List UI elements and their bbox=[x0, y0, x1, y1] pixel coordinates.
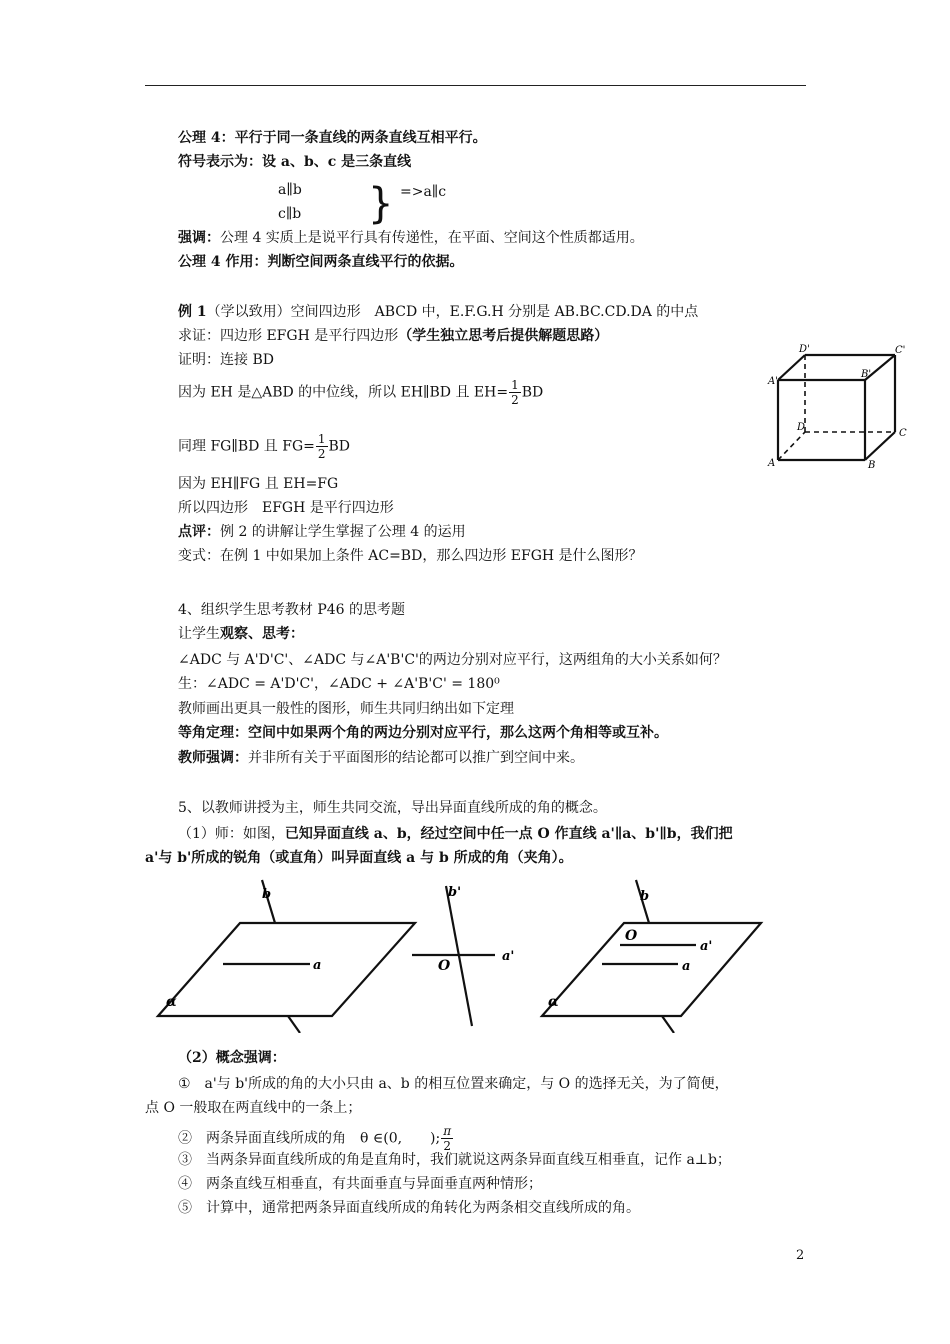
def-pre: （1）师：如图， bbox=[178, 826, 285, 842]
example1-intro-text: （学以致用）空间四边形 ABCD 中，E.F.G.H 分别是 AB.BC.CD.DA 的中点 bbox=[206, 304, 699, 320]
section4-prompt bbox=[178, 624, 304, 644]
cube-label-d: D bbox=[797, 422, 806, 433]
cube-label-a: A bbox=[768, 458, 776, 469]
fraction-half-2 bbox=[316, 432, 328, 461]
emphasis-text: 公理 4 实质上是说平行具有传递性，在平面、空间这个性质都适用。 bbox=[220, 230, 644, 246]
cube-label-b-top: B' bbox=[861, 369, 872, 380]
alpha-right: α bbox=[548, 994, 559, 1010]
comment-text: 例 2 的讲解让学生掌握了公理 4 的运用 bbox=[220, 524, 466, 540]
proof-step1: 证明：连接 BD bbox=[178, 352, 274, 368]
frac-den: 2 bbox=[511, 393, 519, 407]
concept-item1a: ① a'与 b'所成的角的大小只由 a、b 的相互位置来确定，与 O 的选择无关，为了简便， bbox=[178, 1076, 729, 1092]
comment-label: 点评： bbox=[178, 524, 220, 540]
axiom4-cond2: c∥b bbox=[278, 206, 302, 222]
label-o-right: O bbox=[625, 928, 638, 944]
cube-label-a-top: A' bbox=[768, 376, 778, 387]
example1-prove bbox=[178, 326, 608, 346]
use-label: 公理 4 作用： bbox=[178, 254, 268, 270]
label-a-prime-mid: a' bbox=[502, 949, 515, 964]
stress-text: 并非所有关于平面图形的结论都可以推广到空间中来。 bbox=[248, 750, 584, 766]
label-b-left: b bbox=[262, 887, 272, 902]
concept-item5: ⑤ 计算中，通常把两条异面直线所成的角转化为两条相交直线所成的角。 bbox=[178, 1200, 640, 1216]
def-bold1: 已知异面直线 a、b，经过空间中任一点 O 作直线 a'∥a、b'∥b，我们把 bbox=[284, 826, 733, 842]
axiom4-emphasis bbox=[178, 228, 644, 248]
header-rule bbox=[145, 85, 806, 86]
cube-label-c: C bbox=[899, 428, 907, 439]
plane-right bbox=[542, 923, 761, 1016]
cube-label-c-top: C' bbox=[895, 345, 906, 356]
equal-angle-theorem bbox=[178, 723, 668, 743]
axiom4-symbol-intro: 符号表示为：设 a、b、c 是三条直线 bbox=[178, 154, 412, 170]
section5-def-line2: a'与 b'所成的锐角（或直角）叫异面直线 a 与 b 所成的角（夹角）。 bbox=[145, 850, 573, 866]
concept-item1b: 点 O 一般取在两直线中的一条上； bbox=[145, 1100, 362, 1116]
concept-item3: ③ 当两条异面直线所成的角是直角时，我们就说这两条异面直线互相垂直，记作 a⊥b； bbox=[178, 1152, 731, 1168]
pi-den: 2 bbox=[443, 1139, 452, 1153]
example1-label: 例 1 bbox=[178, 304, 207, 320]
section4-heading: 4、组织学生思考教材 P46 的思考题 bbox=[178, 602, 406, 618]
prompt-pre: 让学生 bbox=[178, 626, 220, 642]
use-text: 判断空间两条直线平行的依据。 bbox=[267, 254, 464, 270]
plane-left bbox=[158, 923, 415, 1016]
example1-intro bbox=[178, 302, 698, 322]
axiom4-result: =>a∥c bbox=[400, 184, 447, 200]
axiom4-title: 公理 4：平行于同一条直线的两条直线互相平行。 bbox=[178, 130, 487, 146]
example1-comment bbox=[178, 522, 466, 542]
prove-text: 求证：四边形 EFGH 是平行四边形 bbox=[178, 328, 399, 344]
cube-figure bbox=[765, 340, 915, 475]
proof-step4: 因为 EH∥FG 且 EH=FG bbox=[178, 476, 339, 492]
prove-note: （学生独立思考后提供解题思路） bbox=[398, 328, 609, 344]
theorem-label: 等角定理： bbox=[178, 725, 248, 741]
alpha-left: α bbox=[166, 994, 177, 1010]
section4-question: ∠ADC 与 A'D'C'、∠ADC 与∠A'B'C'的两边分别对应平行，这两组角的大小关系如何？ bbox=[178, 652, 727, 668]
concept-item4: ④ 两条直线互相垂直，有共面垂直与异面垂直两种情形； bbox=[178, 1176, 542, 1192]
label-o-mid: O bbox=[438, 958, 451, 974]
pi-num: π bbox=[443, 1124, 452, 1138]
axiom4-use bbox=[178, 252, 464, 272]
fraction-half bbox=[509, 378, 521, 407]
concepts-heading: （2）概念强调： bbox=[178, 1050, 286, 1066]
brace-symbol: } bbox=[368, 179, 394, 229]
item2-pre: ② 两条异面直线所成的角 θ ∈(0, ); bbox=[178, 1130, 441, 1147]
concept-item2 bbox=[178, 1124, 454, 1153]
example1-variant: 变式：在例 1 中如果加上条件 AC=BD，那么四边形 EFGH 是什么图形？ bbox=[178, 548, 643, 564]
section5-heading: 5、以教师讲授为主，师生共同交流，导出异面直线所成的角的概念。 bbox=[178, 800, 607, 816]
proof-step3 bbox=[178, 432, 350, 461]
step3-post: BD bbox=[328, 438, 351, 455]
stress-label: 教师强调： bbox=[178, 750, 248, 766]
proof-step5: 所以四边形 EFGH 是平行四边形 bbox=[178, 500, 394, 516]
axiom4-cond1: a∥b bbox=[278, 182, 302, 198]
proof-step2 bbox=[178, 378, 543, 407]
frac-den-2: 2 bbox=[317, 447, 326, 461]
step2-post: BD bbox=[521, 384, 544, 401]
emphasis-label: 强调： bbox=[178, 230, 220, 246]
frac-num-2: 1 bbox=[317, 432, 326, 446]
cube-label-b: B bbox=[868, 460, 876, 471]
skew-lines-figure bbox=[150, 878, 790, 1033]
label-a-prime-right: a' bbox=[700, 939, 713, 954]
theorem-text: 空间中如果两个角的两边分别对应平行，那么这两个角相等或互补。 bbox=[248, 725, 668, 741]
teacher-stress bbox=[178, 748, 584, 768]
page-number: 2 bbox=[796, 1248, 805, 1263]
label-a-right: a bbox=[682, 959, 691, 974]
label-b-prime-mid: b' bbox=[448, 885, 462, 900]
cube-label-d-top: D' bbox=[799, 344, 810, 355]
step3-pre: 同理 FG∥BD 且 FG= bbox=[178, 438, 315, 455]
line-b-right-lower bbox=[662, 1016, 674, 1033]
fraction-pi-half bbox=[441, 1124, 453, 1153]
section4-answer: 生：∠ADC = A'D'C'，∠ADC + ∠A'B'C' = 180⁰ bbox=[178, 676, 500, 692]
line-b-left-lower bbox=[288, 1016, 300, 1033]
prompt-bold: 观察、思考： bbox=[220, 626, 304, 642]
label-a-left: a bbox=[313, 958, 322, 973]
section5-def-line1 bbox=[178, 824, 733, 844]
step2-pre: 因为 EH 是△ABD 的中位线，所以 EH∥BD 且 EH= bbox=[178, 384, 509, 401]
frac-num: 1 bbox=[511, 378, 519, 392]
section4-teacher: 教师画出更具一般性的图形，师生共同归纳出如下定理 bbox=[178, 701, 514, 717]
label-b-right: b bbox=[640, 889, 650, 904]
